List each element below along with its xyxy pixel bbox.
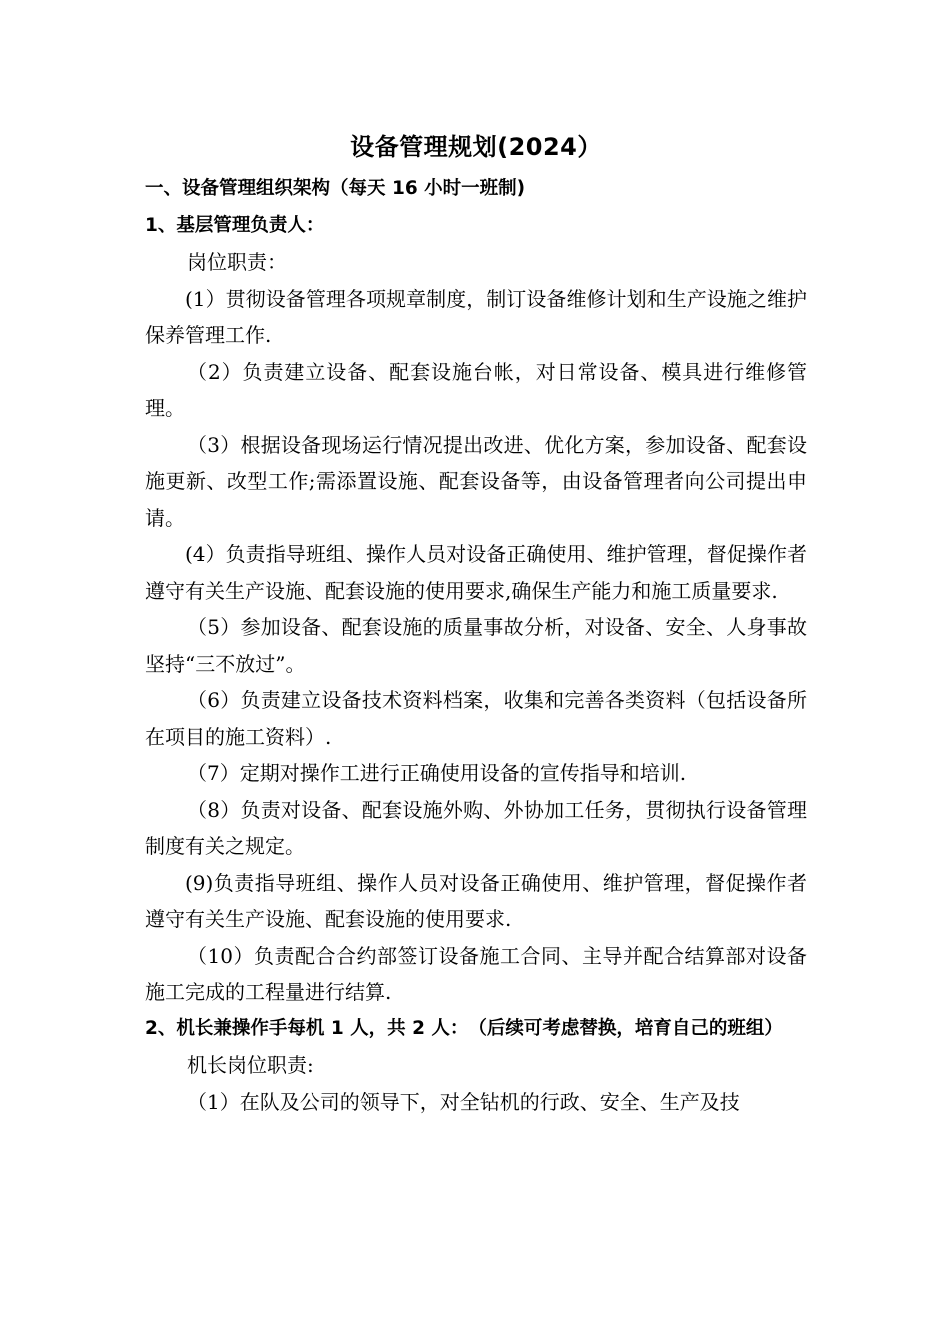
duty-item: （5）参加设备、配套设施的质量事故分析，对设备、安全、人身事故坚持“三不放过”。 xyxy=(145,615,807,676)
duty-item: （1）在队及公司的领导下，对全钻机的行政、安全、生产及技 xyxy=(187,1089,740,1114)
duty-item: （3）根据设备现场运行情况提出改进、优化方案，参加设备、配套设施更新、改型工作;需添置设施、配套设备等，由设备管理者向公司提出申请。 xyxy=(145,432,807,530)
duty-item: （2）负责建立设备、配套设施台帐，对日常设备、模具进行维修管理。 xyxy=(145,359,807,420)
duty-item: （10）负责配合合约部签订设备施工合同、主导并配合结算部对设备施工完成的工程量进行结算. xyxy=(145,943,807,1004)
subsection-heading-base-manager: 1、基层管理负责人： xyxy=(145,214,325,236)
duty-item: (4）负责指导班组、操作人员对设备正确使用、维护管理，督促操作者遵守有关生产设施、配套设施的使用要求,确保生产能力和施工质量要求. xyxy=(145,542,807,603)
section-heading-org-structure: 一、设备管理组织架构（每天 16 小时一班制) xyxy=(145,178,526,199)
duty-item: （7）定期对操作工进行正确使用设备的宣传指导和培训. xyxy=(187,761,687,785)
duty-item: （8）负责对设备、配套设施外购、外协加工任务，贯彻执行设备管理制度有关之规定。 xyxy=(145,797,807,858)
duty-item: （6）负责建立设备技术资料档案，收集和完善各类资料（包括设备所在项目的施工资料）. xyxy=(145,688,807,749)
document-title: 设备管理规划(2024） xyxy=(350,133,602,161)
duty-label: 岗位职责： xyxy=(187,250,287,274)
duty-label: 机长岗位职责: xyxy=(187,1053,314,1077)
duty-item: (1）贯彻设备管理各项规章制度，制订设备维修计划和生产设施之维护保养管理工作. xyxy=(145,286,807,347)
duty-item: (9)负责指导班组、操作人员对设备正确使用、维护管理，督促操作者遵守有关生产设施、配套设施的使用要求. xyxy=(145,870,807,931)
subsection-heading-operators: 2、机长兼操作手每机 1 人，共 2 人： （后续可考虑替换，培育自己的班组） xyxy=(145,1017,783,1039)
document-page xyxy=(145,128,807,1120)
